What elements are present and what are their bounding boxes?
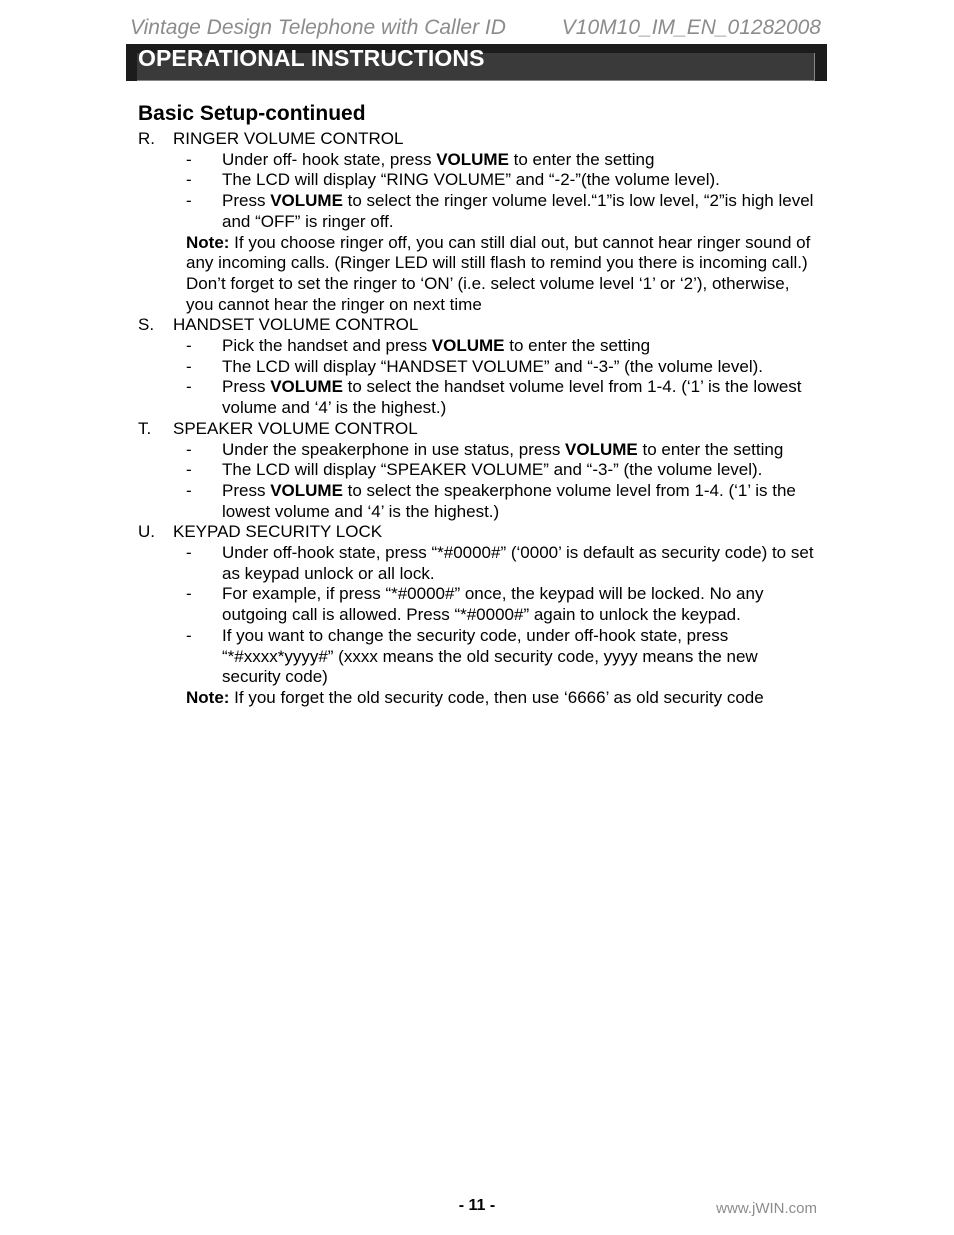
- bullet-dash: -: [186, 336, 192, 356]
- bullet-keyword: VOLUME: [270, 377, 343, 397]
- bullet-item: [138, 191, 818, 232]
- bullet-dash: -: [186, 625, 192, 645]
- bullet-dash: -: [186, 584, 192, 604]
- bullet-item: [138, 584, 818, 625]
- bullet-dash: -: [186, 191, 192, 211]
- instruction-item: [138, 315, 818, 336]
- instruction-item: [138, 129, 818, 150]
- bullet-item: [138, 481, 818, 522]
- item-letter: R.: [138, 129, 155, 148]
- bullet-item: [138, 543, 818, 584]
- section-banner: [126, 44, 827, 81]
- bullet-text: [222, 460, 818, 481]
- bullet-segment: to enter the setting: [637, 439, 784, 459]
- bullet-segment: Under off- hook state, press: [222, 149, 437, 169]
- bullet-segment: to select the ringer volume level.“1”is low level, “2”is high level and “OFF” is ringer off.: [222, 191, 814, 231]
- bullet-keyword: VOLUME: [565, 439, 638, 459]
- item-title: SPEAKER VOLUME CONTROL: [173, 418, 418, 438]
- bullet-text: [222, 336, 818, 357]
- bullet-text: [222, 191, 818, 232]
- bullet-segment: Pick the handset and press: [222, 336, 432, 356]
- bullet-item: [138, 460, 818, 481]
- bullet-segment: Press: [222, 480, 271, 500]
- bullet-dash: -: [186, 439, 192, 459]
- banner-title: OPERATIONAL INSTRUCTIONS: [138, 45, 485, 71]
- bullet-keyword: VOLUME: [270, 480, 343, 500]
- note-label: Note:: [186, 687, 230, 707]
- bullet-dash: -: [186, 149, 192, 169]
- bullet-item: [138, 357, 818, 378]
- bullet-keyword: VOLUME: [436, 149, 509, 169]
- bullet-text: [222, 170, 818, 191]
- bullet-segment: The LCD will display “RING VOLUME” and “-2-”(the volume level).: [222, 170, 720, 190]
- bullet-text: [222, 481, 818, 522]
- bullet-dash: -: [186, 356, 192, 376]
- item-title: KEYPAD SECURITY LOCK: [173, 522, 383, 542]
- bullet-item: [138, 150, 818, 171]
- bullet-dash: -: [186, 480, 192, 500]
- bullet-segment: If you want to change the security code, under off-hook state, press “*#xxxx*yyyy#” (xxxx means the old security code, yyyy means the new security code): [222, 625, 758, 687]
- note: [138, 233, 818, 316]
- note-text: If you choose ringer off, you can still dial out, but cannot hear ringer sound of any incoming calls. (Ringer LED will still flash to remind you there is incoming call.) Don’t forget to set the ringer to ‘ON’ (i.e. select volume level ‘1’ or ‘2’), otherwise, you cannot hear the ringer on next time: [186, 232, 811, 314]
- bullet-segment: Under off-hook state, press “*#0000#” (‘0000’ is default as security code) to set as keypad unlock or all lock.: [222, 543, 814, 583]
- bullet-segment: to enter the setting: [504, 336, 651, 356]
- bullet-dash: -: [186, 377, 192, 397]
- bullet-segment: Under the speakerphone in use status, press: [222, 439, 566, 459]
- footer-url: www.jWIN.com: [716, 1200, 817, 1217]
- bullet-item: [138, 336, 818, 357]
- bullet-dash: -: [186, 170, 192, 190]
- bullet-text: [222, 626, 818, 688]
- bullet-segment: Press: [222, 377, 271, 397]
- bullet-dash: -: [186, 543, 192, 563]
- bullet-segment: For example, if press “*#0000#” once, the keypad will be locked. No any outgoing call is allowed. Press “*#0000#” again to unlock the keypad.: [222, 584, 764, 625]
- header-doc-code: V10M10_IM_EN_01282008: [561, 16, 821, 39]
- bullet-item: [138, 377, 818, 418]
- bullet-text: [222, 357, 818, 378]
- bullet-segment: to select the handset volume level from 1-4. (‘1’ is the lowest volume and ‘4’ is the highest.): [222, 377, 802, 418]
- bullet-segment: The LCD will display “HANDSET VOLUME” and “-3-” (the volume level).: [222, 356, 764, 376]
- note-text: If you forget the old security code, then use ‘6666’ as old security code: [229, 687, 764, 707]
- item-title: RINGER VOLUME CONTROL: [173, 129, 404, 148]
- instruction-item: [138, 522, 818, 543]
- bullet-text: [222, 377, 818, 418]
- bullet-keyword: VOLUME: [270, 191, 343, 211]
- bullet-text: [222, 543, 818, 584]
- section-heading: Basic Setup-continued: [138, 102, 366, 125]
- bullet-item: [138, 440, 818, 461]
- item-letter: S.: [138, 315, 155, 335]
- instruction-list: [138, 129, 818, 709]
- bullet-segment: The LCD will display “SPEAKER VOLUME” and “-3-” (the volume level).: [222, 460, 763, 480]
- bullet-dash: -: [186, 460, 192, 480]
- note: [138, 688, 818, 709]
- note-label: Note:: [186, 232, 230, 252]
- item-letter: U.: [138, 522, 155, 542]
- instruction-item: [138, 419, 818, 440]
- bullet-item: [138, 626, 818, 688]
- bullet-keyword: VOLUME: [431, 336, 505, 356]
- page-number: - 11 -: [458, 1197, 496, 1214]
- header-title: Vintage Design Telephone with Caller ID: [130, 16, 506, 39]
- bullet-text: [222, 150, 818, 171]
- bullet-text: [222, 584, 818, 625]
- bullet-segment: to select the speakerphone volume level from 1-4. (‘1’ is the lowest volume and ‘4’ is the highest.): [222, 480, 796, 521]
- document-body: [138, 101, 818, 709]
- bullet-segment: Press: [222, 191, 271, 211]
- bullet-text: [222, 440, 818, 461]
- bullet-item: [138, 170, 818, 191]
- item-letter: T.: [138, 418, 152, 438]
- item-title: HANDSET VOLUME CONTROL: [173, 315, 419, 335]
- bullet-segment: to enter the setting: [508, 149, 655, 169]
